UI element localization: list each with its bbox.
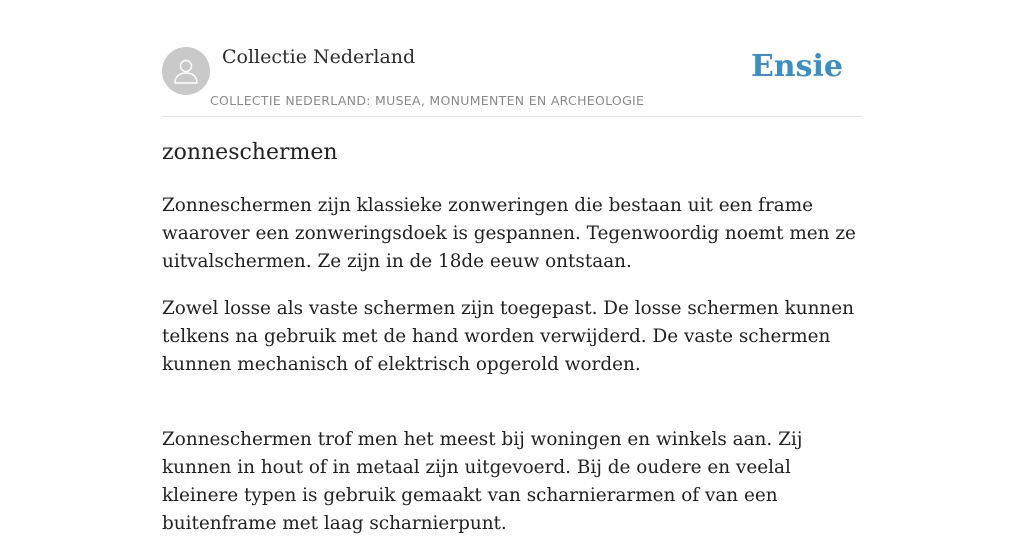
user-outline-icon — [171, 56, 201, 86]
article-paragraph: Zonneschermen trof men het meest bij woningen en winkels aan. Zij kunnen in hout of in metaal zijn uitgevoerd. Bij de oudere en veelal kleinere typen is gebruik gemaakt van scharnierarmen of van een buitenframe met laag scharnierpunt. — [162, 429, 803, 534]
article-title: zonneschermen — [162, 140, 338, 165]
article-header — [162, 0, 862, 117]
brand-logo[interactable]: Ensie — [750, 49, 843, 84]
article-paragraph: Zonneschermen zijn klassieke zonweringen die bestaan uit een frame waarover een zonweringsdoek is gespannen. Tegenwoordig noemt men ze uitvalschermen. Ze zijn in de 18de eeuw ontstaan. — [162, 195, 856, 272]
author-name[interactable]: Collectie Nederland — [222, 46, 416, 68]
author-subtitle: COLLECTIE NEDERLAND: MUSEA, MONUMENTEN EN ARCHEOLOGIE — [210, 93, 645, 108]
article-paragraph: Zowel losse als vaste schermen zijn toegepast. De losse schermen kunnen telkens na gebruik met de hand worden verwijderd. De vaste schermen kunnen mechanisch of elektrisch opgerold worden. — [162, 298, 855, 375]
article-body — [162, 192, 862, 557]
author-avatar[interactable] — [162, 47, 210, 95]
